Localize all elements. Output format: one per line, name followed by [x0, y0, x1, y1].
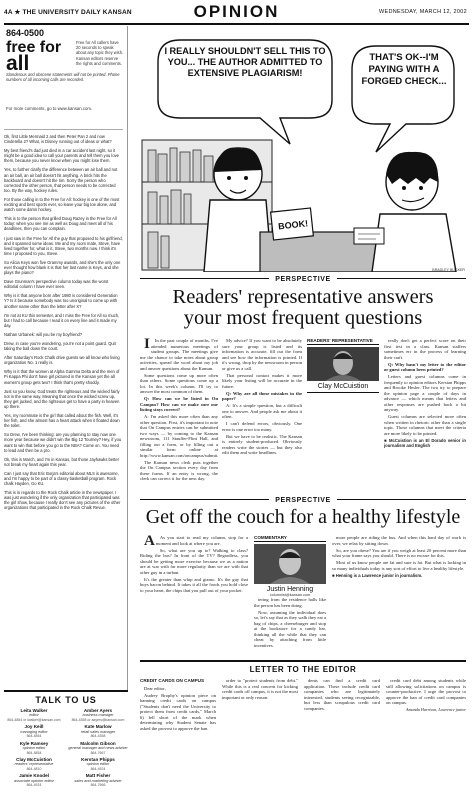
staff-entry: [4, 741, 64, 755]
free-for-all-entry: Just so you know, God treats the righteous and the wicked fairly not in the same way. Meaning that once the wicked screw up, they get jacked, and the righteous get to have a party in heaven up there.: [4, 388, 120, 409]
staff-entry: [68, 724, 128, 738]
readers-headline-line-1: Readers' representative answers: [172, 286, 434, 308]
free-for-all-entry: Ok, first Little Mermaid 2 and then Peter Pan 2 and now Cinderella 2? What, is Disney running out of ideas or what?: [4, 134, 112, 145]
paragraph: tering from the residence halls like the person has been doing.: [254, 597, 326, 608]
letter-to-editor: [140, 678, 466, 794]
staff-phone[interactable]: 864-4854: [26, 734, 42, 739]
paragraph: dents can find a credit card application. These include credit card companies who are legitimately interested, students seeing recognizable, but less than scrupulous credit card companies.: [304, 678, 380, 711]
free-for-all-entry: This is in regards to the Rock Chalk article in the newspaper. I was just wondering if the only organization that participated was the girl show, because I really don't see any pictures of the other organizations that participated in the Rock Chalk Revue.: [4, 490, 121, 511]
staff-phone[interactable]: 864-7667: [90, 750, 106, 755]
staff-name: Kerstan Phipps: [81, 756, 115, 762]
paragraph: credit card debt among students while still allowing solicitations on campus is counter-productive. I urge the provost to approve the ban of credit card companies on campus.: [386, 678, 466, 705]
staff-directory: [4, 708, 128, 787]
paragraph: It's the greater than whip and gizmo. It's the guy that buys bacon behind. It takes it all the foods you hold close to your heart, the chips that you pull out of your pocket.: [140, 576, 248, 593]
paragraph: order to "protect students from debt." While this is a real concern for kicking credit cards off campus, it is not the most important or only reason.: [222, 678, 298, 700]
issue-date: WEDNESDAY, MARCH 12, 2002: [379, 9, 467, 15]
paragraph: Audrey Brophy's opinion piece on banning credit cards on campus ("Students don't need the University to protect them from credit cards," March 6) fell short of the mark when determining why Student Senate has asked the provost to approve the ban.: [140, 692, 216, 731]
free-for-all-entry: Ok, this is March, and I'm in Kansas, but those Jayhawks better not break my heart again this year.: [4, 456, 120, 467]
letter-signature: Amanda Harrison, Lawrence junior: [405, 707, 466, 712]
free-for-all-entry: Dave Grunman's perspective column today was the worst editorial column I have ever seen.: [4, 279, 109, 290]
free-for-all-box: [4, 26, 123, 130]
staff-entry: [4, 757, 64, 771]
couch-article: [140, 535, 466, 653]
staff-entry: [68, 708, 128, 722]
paragraph: Guest columns are selected more often when written in rhetoric other than a single topic. Those columns that meet the criteria are more likely to be printed.: [384, 414, 466, 436]
check-icon: [354, 228, 384, 244]
free-for-all-title: [6, 39, 62, 75]
paragraph: So, what are you up to? Walking to class? Riding the bus? In front of the TV? Regardless, you should be getting more exercise because we as a nation are at war with far more regularity than we are with that other guy in a turban.: [140, 547, 248, 575]
paragraph: But we have to be realistic. The Kansan is entirely student-produced. Obviously readers write the stories — but they also edit them and write headlines.: [222, 433, 302, 455]
staff-role: business manager: [82, 713, 114, 718]
staff-role: opinion editor: [86, 762, 110, 767]
commentary-email: columnist@kansan.com: [269, 593, 311, 597]
talk-to-us-title: TALK TO US: [35, 695, 97, 705]
commentary-label: COMMENTARY: [254, 535, 326, 542]
letter-salutation: Dear editor,: [144, 685, 166, 691]
free-for-all-entry: Why is it that the women at Alpha Gamma Delta and the men of Pi Kappa Phi don't have girl pictured in the Kansan yet the all women's group gets two? I think that's pretty shoddy.: [4, 369, 120, 385]
staff-name: Jamie Knodel: [19, 773, 49, 779]
staff-phone[interactable]: 864-4358 or aayers@kansan.com: [71, 718, 125, 722]
readers-headline-line-2: your most frequent questions: [183, 307, 423, 329]
staff-name: Clay McCuistion: [16, 756, 52, 762]
letter-subhead: CREDIT CARDS ON CAMPUS: [140, 678, 205, 683]
commentary-name: Justin Henning: [266, 586, 314, 593]
paragraph: So, are you obese? You are if you weigh at least 20 percent more than what your frame says you should. There is no excuse for this.: [332, 547, 466, 558]
paragraph: I can't defend errors, obviously. One error is one error too many.: [222, 421, 302, 432]
paragraph: really don't get a perfect score on their first test in a class. Kansan staffers sometimes err in the process of learning their craft.: [384, 338, 466, 360]
staff-entry: [68, 757, 128, 771]
free-for-all-entry: Can I just say that Eric Borja's editorial about MLS is awesome, and I'm happy to be part of a classy basketball program. Rock chalk Hayden, Go KU.: [4, 470, 119, 487]
free-for-all-entries: [4, 134, 123, 511]
letter-col-3: [304, 678, 380, 788]
paragraph: A: I'm asked this more often than any other question. First, it's important to note that On Campus entries can be submitted two ways — by coming to the Kansan newsroom, 111 Stauffer-Flint Hall, and filling out a form, or by filling out a similar form online at http://www.kansan.com/oncampus/submit.: [140, 414, 218, 458]
perspective-label-text: PERSPECTIVE: [269, 276, 337, 283]
question: Q: How can we be listed in On Campus? How can we make sure our listing stays correct?: [140, 396, 218, 412]
staff-phone[interactable]: 864-4358: [90, 734, 106, 739]
free-for-all-entry: Drew, in case you're wondering, you're not a point guard. Quit taking the ball down the court.: [4, 341, 116, 352]
staff-name: Kyle Ramsey: [19, 740, 49, 746]
free-for-all-side-note: Free for All callers have 20 seconds to speak about any topic they wish. Kansan editors reserve the rights and comments.: [76, 40, 124, 66]
bubble-right-text: THAT'S OK--I'M PAYING WITH A FORGED CHECK...: [361, 52, 447, 87]
paragraph: Letters and guest columns come in frequently to opinion editors Kerstan Phipps and Brooke Hesler. The two try to prepare the opinion page a couple of days in advance — which means that letters and other responses are pushed back a bit anyway.: [384, 374, 466, 412]
staff-entry: [4, 708, 64, 722]
talk-to-us-box: [4, 690, 128, 787]
couch-col-1: [140, 535, 248, 653]
paragraph: The Kansan news clerk puts together the On Campus section every day from these forms. If an entry is wrong, the clerk can correct it for the next day.: [140, 459, 218, 481]
staff-name: Malcolm Gibson: [80, 740, 116, 746]
letter-header: LETTER TO THE EDITOR: [249, 665, 357, 674]
perspective-label-text: PERSPECTIVE: [269, 497, 337, 504]
staff-role: general manager and news adviser: [68, 746, 128, 750]
paragraph: Now, assuming the individual does so, let's say that as they walk they eat a bag of chips, a cheeseburger and stop at the bookstore for a candy bar, thinking all the while that they can cheat by attaching from little incentives.: [254, 609, 326, 648]
paragraph: In the past couple of months, I've attended numerous meetings of student groups. The meetings give me the chance to take notes about group activities, spread the word about my job and answer questions about the Kansan.: [140, 338, 218, 371]
staff-phone[interactable]: 864-7666: [90, 783, 106, 788]
paragraph: [140, 535, 248, 549]
staff-phone[interactable]: 864-4924: [26, 783, 42, 788]
paragraph: Some questions come up more often than others. Some questions come up a lot. In this week's column, I'll try to answer the most common of them.: [140, 372, 218, 394]
customer-body: [372, 214, 456, 272]
bubble-left-text: I REALLY SHOULDN'T SELL THIS TO YOU... THE AUTHOR ADMITTED TO EXTENSIVE PLAGIARISM!: [164, 46, 326, 78]
free-for-all-column: [4, 26, 128, 762]
section-rule: [140, 660, 466, 662]
readers-rep-box: [307, 338, 379, 393]
staff-role: associate opinion editor: [14, 778, 54, 783]
free-for-all-entry: This is to the person that grilled Doug Razey in the Free for All today: when you see me as well as Doug and meet all of his deadlines, then you can complain.: [4, 216, 117, 232]
staff-name: Matt Fisher: [85, 773, 111, 779]
staff-role: editor: [29, 713, 39, 718]
paragraph: A: It's a simple question, but a difficult one to answer. And people ask me about it often.: [222, 403, 302, 419]
drop-cap: I: [144, 338, 150, 352]
cartoon-credit: BRADLEY BUCKER: [432, 268, 465, 272]
free-for-all-entry: I just saw in the Free for All the guy that proposed to his girlfriend, and it spanned some ideas. Me and my room mate, Steve, have lived together for, what is it, Steve, two months now. I think it's time I proposed to you, Steve.: [4, 235, 123, 256]
staff-role: readers' representative: [14, 762, 54, 767]
portrait-icon: [254, 544, 326, 584]
perspective-label-2: [140, 497, 466, 504]
staff-role: opinion editor: [22, 746, 46, 750]
free-for-all-entry: After Saturday's Rock Chalk drive guests we all know who living organization No. 1 really is.: [4, 355, 120, 366]
section-folio: 4A ★ THE UNIVERSITY DAILY KANSAN: [4, 9, 132, 16]
free-for-all-entry: I'm not at KU this semester, and I miss the Free for All so much, but I had to call because I read it on every line and it made my day.: [4, 312, 120, 328]
paragraph: Most of us know people are fat and sure is fat. But what is lacking in so many individuals today is any sort of effort to live a healthy lifestyle.: [332, 560, 466, 571]
staff-role: retail sales manager: [80, 729, 116, 734]
title-line-2: all: [6, 52, 30, 75]
question: Q: Why hasn't my letter to the editor or guest column been printed?: [384, 361, 466, 372]
couch-byline-note: ■ Henning is a Lawrence junior in journalism.: [332, 573, 423, 578]
free-for-all-entry: My best friend's dad just died in a car accident last night, so it might be a good idea to call your parents and tell them you love them, because you never know when you might lose them.: [4, 148, 119, 164]
drop-cap: A: [144, 535, 155, 549]
staff-entry: [68, 773, 128, 787]
paragraph-text: As you start to read my column, stop for a moment and look at where you are.: [155, 535, 248, 546]
free-for-all-entry: So Drew, I've been thinking: are you planning to stay now one more year because we didn't win the Big 12 Tourney? Hey, if you want to win that before you go to the NBA? Come on. You need to lead and then be a pro.: [4, 432, 122, 453]
free-for-all-entry: Nathan Urbanek: will you be my boyfriend?: [4, 331, 83, 337]
readers-col-2: [222, 338, 302, 506]
staff-role: managing editor: [20, 729, 48, 734]
free-for-all-note: Slanderous and obscene statements will not be printed. Phone numbers of all incoming calls are recorded.: [6, 72, 120, 83]
paragraph: more people are riding the bus. And when this hard day of work is over, we relax by sitting down.: [332, 535, 466, 546]
staff-phone[interactable]: 864-4854 or lwalker@kansan.com: [7, 718, 61, 722]
free-for-all-entry: So Alicia Keys won five Grammy awards, and she's the only one ever thought how blank it is that her last name is Keys, and she plays the piano?: [4, 259, 121, 276]
free-for-all-entry: Yes, to further clarify the difference between an air ball and not an air ball, an air ball doesn't hit anything. A brick hits the backboard and doesn't hit the rim. Sorry the person who corrected the other person, that person needs to be corrected too. By the way, hockey rules.: [4, 167, 118, 193]
readers-rep-label: READERS' REPRESENTATIVE: [307, 338, 379, 345]
portrait-icon: [307, 347, 379, 381]
readers-byline-note: ■ McCuistion is an El Dorado senior in journalism and English: [384, 438, 466, 448]
couch-col-2: [254, 597, 326, 653]
staff-name: Amber Ayers: [83, 708, 113, 713]
staff-name: Kate Marlow: [84, 724, 112, 730]
title-line-1: free for: [6, 39, 62, 56]
cartoon-drawing: [140, 32, 466, 272]
staff-phone[interactable]: 864-4854: [26, 750, 42, 755]
staff-role: sales and marketing adviser: [74, 778, 122, 783]
free-for-all-entry: Why is it that anyone born after 1980 is considered Generation Y? Is it because somebody was too unoriginal to come up with another name other than the letter after X?: [4, 293, 118, 309]
question: Q: Why are all those mistakes in the paper?: [222, 390, 302, 401]
readers-rep-name: Clay McCuistion: [307, 383, 379, 393]
staff-entry: [68, 741, 128, 755]
paragraph: That personal contact makes it more likely your listing will be accurate in the future.: [222, 372, 302, 389]
couch-col-3: [332, 535, 466, 653]
letter-col-4: [386, 678, 466, 788]
couch-headline: Get off the couch for a healthy lifestyle: [145, 506, 461, 528]
columnist-photo: [307, 347, 379, 381]
columnist-photo: [254, 544, 326, 584]
readers-headline: [140, 287, 466, 329]
editorial-cartoon: [140, 32, 466, 250]
readers-col-1: [140, 338, 218, 506]
book-label: BOOK!: [277, 218, 309, 232]
letter-col-2: [222, 678, 298, 788]
page-title: OPINION: [193, 2, 280, 21]
free-for-all-entry: Yes, my roommate is the girl that called about the fish. Well, it's her fish, and she almost has a heart attack when it floated down the toilet.: [4, 413, 120, 429]
free-for-all-entry: For those calling in to the Free for All: hockey is one of the most exciting and best sports ever, so leave your big toe alone, and watch some damn hockey.: [4, 196, 120, 213]
free-for-all-phone: 864-0500: [6, 28, 45, 38]
readers-col1-p1: [140, 338, 218, 371]
staff-entry: [4, 724, 64, 738]
staff-phone[interactable]: 864-4924: [90, 766, 106, 771]
letter-col-1: [140, 678, 216, 788]
readers-col-3: [384, 338, 466, 506]
free-for-all-more-link[interactable]: For more comments, go to www.kansan.com.: [6, 106, 93, 111]
staff-phone[interactable]: 864-4810: [26, 766, 42, 771]
paragraph: My advice? If you want to be absolutely sure your group is listed and its information is accurate, fill out the form and see how the information is printed. If it's wrong, drop by the newsroom in person or give us a call.: [222, 338, 302, 371]
staff-name: Joy Keill: [24, 724, 44, 730]
header-rule: [4, 23, 469, 25]
staff-entry: [4, 773, 64, 787]
perspective-label-1: [140, 276, 466, 283]
staff-name: Leita Walker: [20, 708, 48, 713]
commentary-box: [254, 535, 326, 597]
